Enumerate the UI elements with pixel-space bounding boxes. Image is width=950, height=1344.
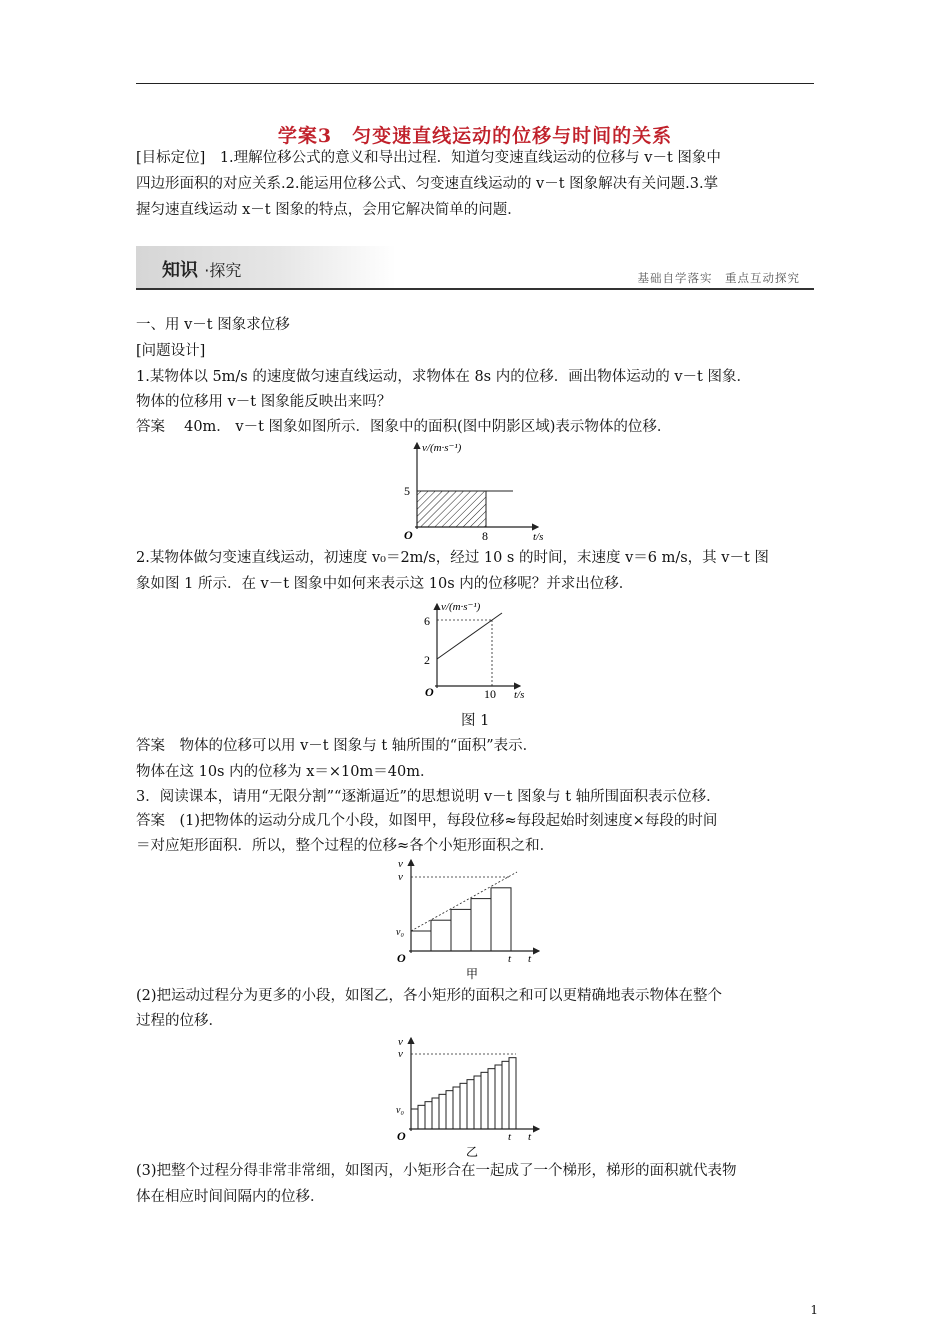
banner-title — [162, 256, 241, 282]
banner-right-text: 基础自学落实 重点互动探究 — [637, 271, 800, 285]
paragraph-3-line-2: 体在相应时间间隔内的位移． — [136, 1189, 325, 1205]
subdivision-rectangle — [509, 1058, 516, 1129]
answer-3-line-2: ＝对应矩形面积．所以，整个过程的位移≈各个小矩形面积之和． — [136, 838, 555, 854]
answer-3-line-1: 答案 (1)把物体的运动分成几个小段，如图甲，每段位移≈每段起始时刻速度×每段的时间 — [136, 813, 718, 829]
origin-label: O — [397, 951, 406, 965]
problem-label: [问题设计] — [136, 343, 206, 359]
banner-title-main: 知识 — [162, 260, 198, 281]
x-tick-label: 10 — [484, 687, 496, 701]
subdivision-rectangle — [425, 1102, 432, 1129]
subdivision-rectangle — [411, 931, 431, 951]
question-1-line-2: 物体的位移用 v－t 图象能反映出来吗？ — [136, 394, 392, 410]
origin-label: O — [404, 528, 413, 542]
question-1-line-1: 1.某物体以 5m/s 的速度做匀速直线运动，求物体在 8s 内的位移．画出物体运动的 v－t 图象． — [136, 369, 751, 385]
answer-2-line-2: 物体在这 10s 内的位移为 x＝×10m＝40m． — [136, 764, 435, 780]
page-number: 1 — [810, 1303, 818, 1317]
objectives-line-3: 握匀速直线运动 x－t 图象的特点，会用它解决简单的问题． — [136, 202, 522, 218]
page-title: 学案3 匀变速直线运动的位移与时间的关系 — [277, 125, 673, 147]
objectives-line-2: 四边形面积的对应关系.2.能运用位移公式、匀变速直线运动的 v－t 图象解决有关问题.3.掌 — [136, 176, 719, 192]
subdivision-rectangle — [453, 1087, 460, 1129]
y-tick-label: 5 — [404, 484, 410, 498]
subdivision-rectangle — [411, 1109, 418, 1129]
v0-label: v₀ — [396, 927, 404, 938]
question-2-line-1: 2.某物体做匀变速直线运动，初速度 v₀＝2m/s，经过 10 s 的时间，末速度 v＝6 m/s，其 v－t 图 — [136, 550, 769, 566]
paragraph-2-line-2: 过程的位移． — [136, 1013, 223, 1029]
subdivision-rectangle — [460, 1083, 467, 1129]
y-axis-label: v — [398, 858, 403, 870]
t-label: t — [508, 1131, 512, 1143]
objectives-line-1: [目标定位] 1.理解位移公式的意义和导出过程．知道匀变速直线运动的位移与 v－t 图象中 — [136, 150, 721, 166]
jia-caption: 甲 — [466, 967, 479, 981]
subdivision-rectangle — [446, 1091, 453, 1129]
question-3: 3．阅读课本，请用“无限分割”“逐渐逼近”的思想说明 v－t 图象与 t 轴所围面积表示位移． — [136, 789, 721, 805]
banner-underline — [136, 288, 814, 290]
yi-caption: 乙 — [466, 1145, 479, 1159]
subdivision-rectangle — [495, 1065, 502, 1129]
v-label: v — [398, 871, 403, 883]
subdivision-rectangle — [431, 920, 451, 951]
yi-rectangles — [411, 1058, 516, 1129]
section-heading: 一、用 v－t 图象求位移 — [136, 317, 290, 333]
banner-title-sub: ·探究 — [204, 261, 242, 280]
x-axis-label: t/s — [533, 531, 544, 543]
subdivision-rectangle — [451, 909, 471, 951]
displacement-area — [417, 491, 486, 527]
graph-uniform-motion — [390, 437, 570, 545]
origin-label: O — [397, 1129, 406, 1143]
y-axis-label: v — [398, 1036, 403, 1048]
t-label: t — [508, 953, 512, 965]
figure-1-caption: 图 1 — [461, 713, 490, 729]
x-axis-label: t/s — [514, 689, 525, 701]
answer-2-line-1: 答案 物体的位移可以用 v－t 图象与 t 轴所围的“面积”表示． — [136, 738, 538, 754]
graph-yi — [384, 1034, 544, 1160]
subdivision-rectangle — [418, 1105, 425, 1129]
paragraph-3-line-1: (3)把整个过程分得非常非常细，如图丙，小矩形合在一起成了一个梯形，梯形的面积就代表物 — [136, 1163, 737, 1179]
answer-1: 答案 40m． v－t 图象如图所示．图象中的面积(图中阴影区域)表示物体的位移． — [136, 419, 672, 435]
v-label: v — [398, 1048, 403, 1060]
subdivision-rectangle — [474, 1076, 481, 1129]
question-2-line-2: 象如图 1 所示．在 v－t 图象中如何来表示这 10s 内的位移呢？并求出位移． — [136, 576, 634, 592]
x-axis-label: t — [528, 953, 532, 965]
dashed-slope — [411, 872, 517, 931]
subdivision-rectangle — [439, 1094, 446, 1129]
top-rule — [136, 83, 814, 84]
v0-label: v₀ — [396, 1105, 404, 1116]
y-tick-top: 6 — [424, 614, 430, 628]
subdivision-rectangle — [467, 1080, 474, 1129]
x-axis-label: t — [528, 1131, 532, 1143]
subdivision-rectangle — [502, 1061, 509, 1129]
subdivision-rectangle — [471, 899, 491, 951]
section-banner — [136, 246, 814, 290]
jia-rectangles — [411, 888, 511, 951]
subdivision-rectangle — [481, 1072, 488, 1129]
x-tick-label: 8 — [482, 529, 488, 543]
subdivision-rectangle — [491, 888, 511, 951]
y-tick-low: 2 — [424, 653, 430, 667]
subdivision-rectangle — [432, 1098, 439, 1129]
origin-label: O — [425, 685, 434, 699]
graph-jia — [384, 856, 544, 982]
y-axis-label: v/(m·s⁻¹) — [441, 601, 481, 613]
graph-figure-1 — [420, 598, 535, 704]
y-axis-label: v/(m·s⁻¹) — [422, 442, 462, 454]
paragraph-2-line-1: (2)把运动过程分为更多的小段，如图乙，各小矩形的面积之和可以更精确地表示物体在整个 — [136, 988, 723, 1004]
subdivision-rectangle — [488, 1069, 495, 1129]
